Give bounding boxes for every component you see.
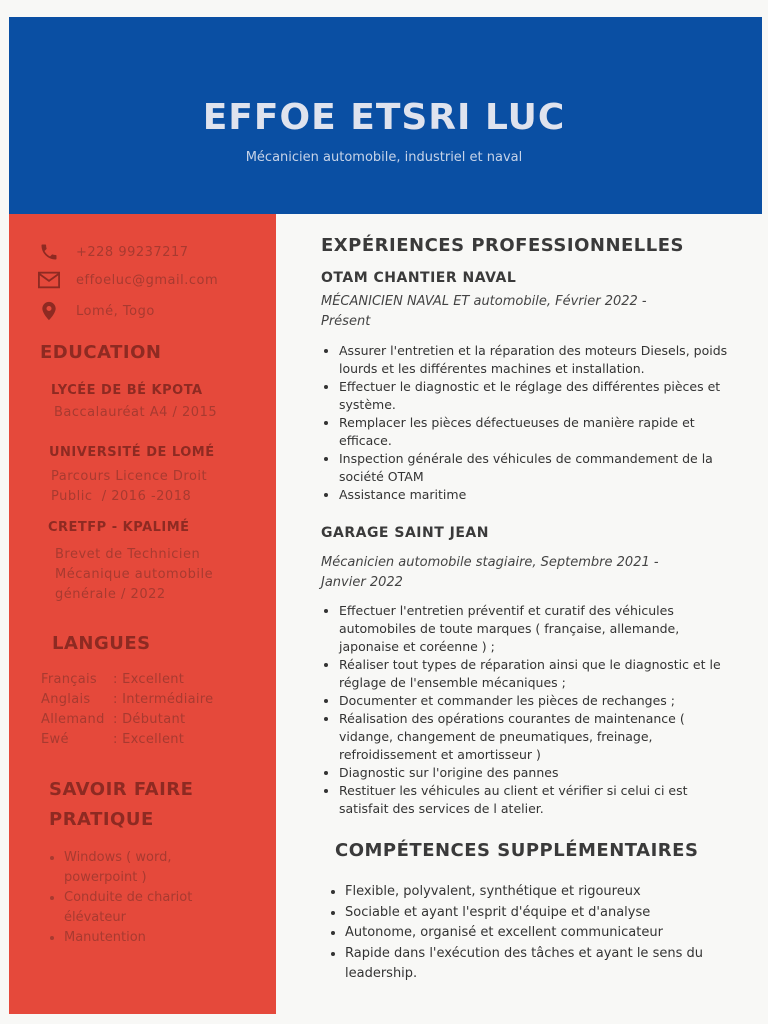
practical-skills-heading: PRATIQUE (49, 809, 154, 830)
list-item: • Manutention (64, 928, 244, 948)
education-detail: Baccalauréat A4 / 2015 (54, 405, 218, 420)
language-row (41, 732, 184, 747)
language-name: Ewé (41, 732, 69, 747)
location-pin-icon (38, 301, 60, 321)
list-item: • Windows ( word, powerpoint ) (64, 848, 244, 888)
extra-skills-list (327, 882, 735, 985)
language-name: Anglais (41, 692, 91, 707)
education-detail: générale / 2022 (55, 587, 166, 602)
job-bullets (321, 342, 729, 504)
location-text: Lomé, Togo (76, 304, 155, 319)
experience-heading: EXPÉRIENCES PROFESSIONNELLES (321, 235, 685, 256)
person-name: EFFOE ETSRI LUC (202, 97, 566, 138)
company-name: GARAGE SAINT JEAN (321, 525, 489, 541)
language-name: Français (41, 672, 97, 687)
language-level: : Excellent (113, 732, 185, 747)
list-item: • Inspection générale des véhicules de commandement de la société OTAM (339, 450, 729, 486)
extra-skills-heading: COMPÉTENCES SUPPLÉMENTAIRES (335, 840, 699, 861)
practical-skills-heading: SAVOIR FAIRE (49, 779, 194, 800)
education-heading: EDUCATION (40, 342, 162, 363)
language-level: : Excellent (113, 672, 185, 687)
education-detail: Public / 2016 -2018 (51, 489, 192, 504)
language-name: Allemand (41, 712, 105, 727)
education-detail: Brevet de Technicien (55, 547, 201, 562)
list-item: • Réalisation des opérations courantes de maintenance ( vidange, changement de pneumatiques, freinage, refroidissement et amortisseur ) (339, 710, 734, 764)
job-title: Mécanicien automobile, industriel et naval (245, 150, 523, 165)
education-school: UNIVERSITÉ DE LOMÉ (49, 445, 215, 460)
mail-icon (38, 270, 60, 290)
language-row (41, 692, 213, 707)
practical-skills-list (50, 848, 244, 948)
job-role: Mécanicien automobile stagiaire, Septembre 2021 - Janvier 2022 (321, 555, 659, 590)
list-item: • Remplacer les pièces défectueuses de manière rapide et efficace. (339, 414, 729, 450)
list-item: • Flexible, polyvalent, synthétique et rigoureux (345, 882, 735, 903)
list-item: • Restituer les véhicules au client et vérifier si celui ci est satisfait des services de l atelier. (339, 782, 734, 818)
education-school: LYCÉE DE BÉ KPOTA (51, 383, 203, 398)
email-text: effoeluc@gmail.com (76, 273, 219, 288)
job-bullets (321, 602, 734, 818)
list-item: • Conduite de chariot élévateur (64, 888, 244, 928)
languages-heading: LANGUES (52, 633, 151, 654)
list-item: • Assurer l'entretien et la réparation des moteurs Diesels, poids lourds et les différentes machines et installation. (339, 342, 729, 378)
education-detail: Mécanique automobile (55, 567, 214, 582)
language-row (41, 712, 185, 727)
list-item: • Sociable et ayant l'esprit d'équipe et d'analyse (345, 903, 735, 924)
education-school: CRETFP - KPALIMÉ (48, 520, 190, 535)
phone-text: +228 99237217 (76, 245, 189, 260)
company-name: OTAM CHANTIER NAVAL (321, 270, 517, 286)
list-item: • Rapide dans l'exécution des tâches et ayant le sens du leadership. (345, 944, 735, 985)
list-item: • Documenter et commander les pièces de rechanges ; (339, 692, 734, 710)
language-level: : Intermédiaire (113, 692, 214, 707)
list-item: • Diagnostic sur l'origine des pannes (339, 764, 734, 782)
phone-icon (38, 242, 60, 262)
list-item: • Autonome, organisé et excellent communicateur (345, 923, 735, 944)
list-item: • Effectuer le diagnostic et le réglage des différentes pièces et système. (339, 378, 729, 414)
list-item: • Réaliser tout types de réparation ainsi que le diagnostic et le réglage de l'ensemble mécaniques ; (339, 656, 734, 692)
job-role: MÉCANICIEN NAVAL ET automobile, Février 2022 - Présent (321, 294, 647, 329)
language-level: : Débutant (113, 712, 186, 727)
education-detail: Parcours Licence Droit (51, 469, 208, 484)
list-item: • Effectuer l'entretien préventif et curatif des véhicules automobiles de toute marques ( française, allemande, japonaise et coréenne ) ; (339, 602, 734, 656)
list-item: • Assistance maritime (339, 486, 729, 504)
language-row (41, 672, 184, 687)
